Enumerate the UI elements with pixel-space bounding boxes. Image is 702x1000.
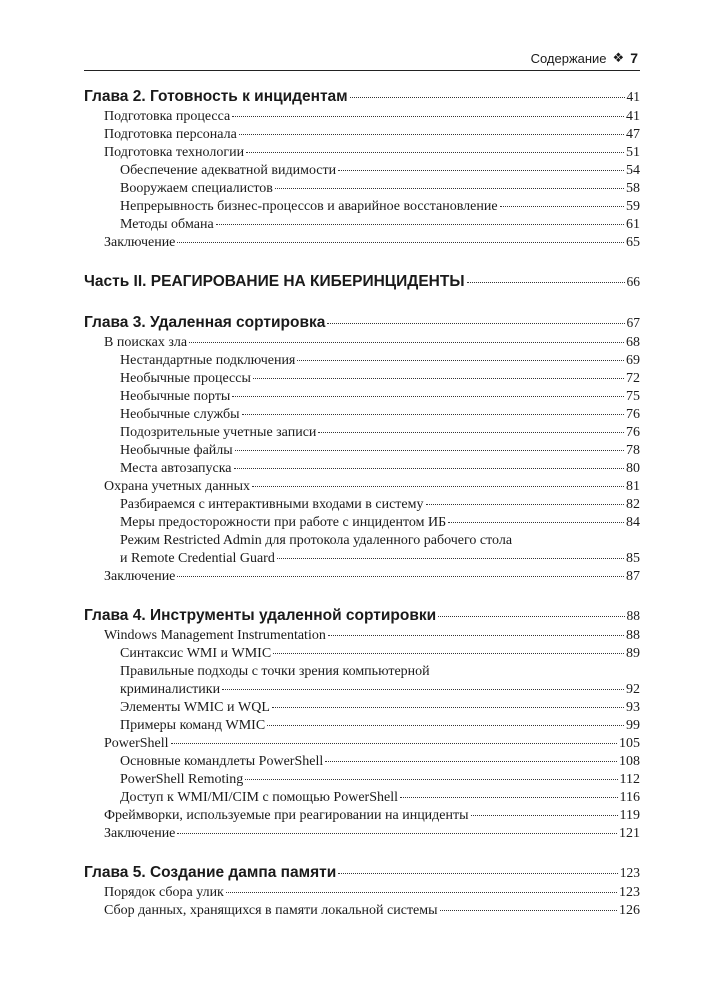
toc-entry-page: 126 [619,903,640,918]
toc-entry-row [120,162,640,180]
toc-entry-page: 92 [626,682,640,697]
toc-entry-row [120,216,640,234]
toc-entry[interactable] [84,884,640,902]
toc-entry-title: Меры предосторожности при работе с инцидентом ИБ [120,515,447,530]
dot-leader [275,188,624,189]
toc-entry-title: Необычные процессы [120,371,251,386]
toc-entry-row [104,825,640,843]
toc-entry-row [104,568,640,586]
header-right [531,50,638,66]
toc-entry-row [120,681,640,699]
toc-entry-page: 85 [626,551,640,566]
toc-entry-title: Сбор данных, хранящихся в памяти локальной системы [104,903,438,918]
toc-entry-row [84,312,640,334]
toc-entry-title: Глава 3. Удаленная сортировка [84,314,326,331]
toc-entry[interactable] [84,902,640,920]
toc-entry-page: 67 [626,315,640,330]
dot-leader [245,779,617,780]
toc-entry-page: 84 [626,515,640,530]
toc-entry-row [120,180,640,198]
toc-entry-row [84,862,640,884]
toc-entry-page: 80 [626,461,640,476]
toc-entry[interactable] [84,460,640,478]
toc-entry[interactable] [84,352,640,370]
toc-entry[interactable] [84,825,640,843]
toc-entry[interactable] [84,388,640,406]
toc-entry-title: Необычные файлы [120,443,233,458]
toc-entry-title: Вооружаем специалистов [120,181,273,196]
toc-entry-row [120,198,640,216]
toc-entry-page: 123 [619,865,640,880]
toc-entry[interactable] [84,699,640,717]
toc-entry-title: Элементы WMIC и WQL [120,700,270,715]
dot-leader [216,224,624,225]
toc-entry-page: 75 [626,389,640,404]
toc-entry-row [120,496,640,514]
toc-entry[interactable] [84,645,640,663]
section-gap [84,293,640,312]
toc-entry[interactable] [84,514,640,532]
toc-entry-page: 112 [619,772,640,787]
toc-entry-title: Синтаксис WMI и WMIC [120,646,272,661]
toc-entry-page: 88 [626,628,640,643]
toc-entry-row [120,370,640,388]
toc-entry-page: 88 [626,608,640,623]
toc-entry[interactable] [84,198,640,216]
toc-entry-row [120,699,640,717]
toc-entry[interactable] [84,807,640,825]
toc-entry-page: 59 [626,199,640,214]
toc-entry[interactable] [84,162,640,180]
toc-entry-title: Доступ к WMI/MI/CIM с помощью PowerShell [120,790,398,805]
toc-entry-title: криминалистики [120,682,221,697]
toc-entry[interactable] [84,532,640,568]
toc-entry-title: Фреймворки, используемые при реагировании на инциденты [104,808,469,823]
toc-entry-page: 58 [626,181,640,196]
dot-leader [232,396,624,397]
toc-entry[interactable] [84,771,640,789]
toc-entry-row [120,550,640,568]
section-gap [84,843,640,862]
dot-leader [177,576,624,577]
dot-leader [440,910,617,911]
toc-entry-page: 81 [626,479,640,494]
toc-entry-title: Порядок сбора улик [104,885,224,900]
dot-leader [297,360,624,361]
toc-entry-row [104,807,640,825]
toc-entry-page: 89 [626,646,640,661]
toc-entry-page: 41 [626,89,640,104]
toc-entry-page: 41 [626,109,640,124]
toc-entry-row [120,717,640,735]
toc-entry-title: Подозрительные учетные записи [120,425,317,440]
dot-leader [246,152,624,153]
toc-entry-page: 99 [626,718,640,733]
toc-entry-page: 54 [626,163,640,178]
toc-entry-title: Часть II. РЕАГИРОВАНИЕ НА КИБЕРИНЦИДЕНТЫ [84,273,465,290]
page-number: 7 [630,50,638,66]
toc-entry-title: Подготовка персонала [104,127,237,142]
toc-entry-row [104,144,640,162]
toc-entry-title: Непрерывность бизнес-процессов и аварийное восстановление [120,199,498,214]
header-title: Содержание [530,50,607,66]
dot-leader [234,468,624,469]
toc-entry[interactable] [84,424,640,442]
toc-entry-row [104,735,640,753]
toc-entry[interactable] [84,406,640,424]
toc-entry-page: 69 [626,353,640,368]
toc-entry-row [120,424,640,442]
dot-leader [328,635,624,636]
dot-leader [438,616,624,617]
toc-entry[interactable] [84,144,640,162]
dot-leader [171,743,617,744]
dot-leader [400,797,618,798]
toc-entry-title: и Remote Credential Guard [120,551,275,566]
toc-entry-title: Нестандартные подключения [120,353,296,368]
dot-leader [242,414,624,415]
toc-entry[interactable] [84,442,640,460]
toc-chapter-entry[interactable] [84,271,640,293]
toc-entry-row [120,771,640,789]
toc-entry-title: Места автозапуска [120,461,232,476]
dot-leader [338,873,618,874]
toc-entry-row [84,86,640,108]
dot-leader [253,378,624,379]
toc-entry[interactable] [84,108,640,126]
toc-entry[interactable] [84,663,640,699]
toc-entry[interactable] [84,216,640,234]
toc-entry-page: 93 [626,700,640,715]
toc-entry[interactable] [84,334,640,352]
toc-entry-page: 116 [619,790,640,805]
section-gap [84,252,640,271]
toc-entry-row [104,108,640,126]
toc-chapter-entry[interactable] [84,86,640,108]
toc-entry-row [104,478,640,496]
toc-entry-page: 105 [619,736,640,751]
dot-leader [500,206,624,207]
toc-entry-page: 108 [619,754,640,769]
dot-leader [327,323,624,324]
toc-entry-row [120,514,640,532]
toc-entry[interactable] [84,789,640,807]
toc-entry-title: Методы обмана [120,217,214,232]
toc-entry-row [120,460,640,478]
toc-entry-row [104,627,640,645]
toc-entry-page: 61 [626,217,640,232]
toc-entry[interactable] [84,180,640,198]
toc-entry[interactable] [84,234,640,252]
toc-entry-page: 87 [626,569,640,584]
toc-entry-page: 121 [619,826,640,841]
toc-entry-page: 51 [626,145,640,160]
toc-entry-row [120,645,640,663]
toc-entry-page: 47 [626,127,640,142]
dot-leader [318,432,624,433]
toc-chapter-entry[interactable] [84,605,640,627]
toc-entry-title: Подготовка технологии [104,145,245,160]
dot-leader [338,170,624,171]
dot-leader [350,97,625,98]
dot-leader [232,116,624,117]
toc-entry-page: 72 [626,371,640,386]
dot-leader [177,833,617,834]
toc-entry-title: Примеры команд WMIC [120,718,266,733]
toc-entry-page: 78 [626,443,640,458]
toc-entry-row [104,126,640,144]
toc-entry-row [104,884,640,902]
dot-leader [471,815,618,816]
toc-chapter-entry[interactable] [84,312,640,334]
toc-entry-page: 76 [626,407,640,422]
toc-entry-title: Основные командлеты PowerShell [120,754,324,769]
toc-entry-row [104,234,640,252]
toc-entry[interactable] [84,627,640,645]
toc-entry[interactable] [84,126,640,144]
toc-entry-title: Глава 5. Создание дампа памяти [84,864,337,881]
table-of-contents [84,86,640,920]
toc-entry-title: Заключение [104,235,176,250]
dot-leader [235,450,624,451]
dot-leader [252,486,624,487]
toc-entry[interactable] [84,735,640,753]
toc-entry-title: Глава 4. Инструменты удаленной сортировки [84,607,437,624]
dot-leader [239,134,624,135]
toc-entry-page: 76 [626,425,640,440]
section-gap [84,586,640,605]
toc-entry-title: Охрана учетных данных [104,479,251,494]
toc-entry-row [120,753,640,771]
toc-entry-row [104,902,640,920]
toc-entry-page: 123 [619,885,640,900]
toc-entry-title: Windows Management Instrumentation [104,628,326,643]
ornament-icon: ❖ [612,50,625,65]
dot-leader [267,725,624,726]
toc-entry-page: 68 [626,335,640,350]
running-header [84,48,640,71]
toc-entry-row [120,442,640,460]
toc-entry-page: 65 [626,235,640,250]
toc-entry-page: 82 [626,497,640,512]
toc-entry[interactable] [84,496,640,514]
dot-leader [273,653,624,654]
toc-entry[interactable] [84,753,640,771]
dot-leader [177,242,624,243]
dot-leader [426,504,624,505]
toc-entry-row [104,334,640,352]
toc-entry-title: Разбираемся с интерактивными входами в систему [120,497,424,512]
toc-entry-row [120,406,640,424]
dot-leader [467,282,625,283]
toc-entry-title-line1: Правильные подходы с точки зрения компьютерной [120,664,430,679]
toc-entry[interactable] [84,478,640,496]
toc-entry-row [84,271,640,293]
toc-entry-title: Заключение [104,826,176,841]
toc-entry-title: PowerShell Remoting [120,772,244,787]
toc-entry[interactable] [84,370,640,388]
toc-entry-row [120,388,640,406]
toc-entry-page: 66 [626,274,640,289]
toc-entry[interactable] [84,717,640,735]
dot-leader [226,892,617,893]
toc-entry-title: В поисках зла [104,335,188,350]
dot-leader [222,689,624,690]
toc-entry-page: 119 [619,808,640,823]
toc-entry-title: Необычные службы [120,407,240,422]
toc-entry-title-line1: Режим Restricted Admin для протокола удаленного рабочего стола [120,533,513,548]
toc-chapter-entry[interactable] [84,862,640,884]
toc-entry-title: PowerShell [104,736,169,751]
toc-entry-row [120,352,640,370]
dot-leader [272,707,624,708]
toc-entry[interactable] [84,568,640,586]
toc-entry-row [84,605,640,627]
dot-leader [325,761,617,762]
dot-leader [189,342,624,343]
toc-entry-row [120,789,640,807]
dot-leader [448,522,624,523]
dot-leader [277,558,624,559]
toc-entry-title: Подготовка процесса [104,109,231,124]
toc-entry-title: Глава 2. Готовность к инцидентам [84,88,348,105]
toc-entry-title: Заключение [104,569,176,584]
toc-entry-title: Необычные порты [120,389,231,404]
toc-entry-title: Обеспечение адекватной видимости [120,163,337,178]
